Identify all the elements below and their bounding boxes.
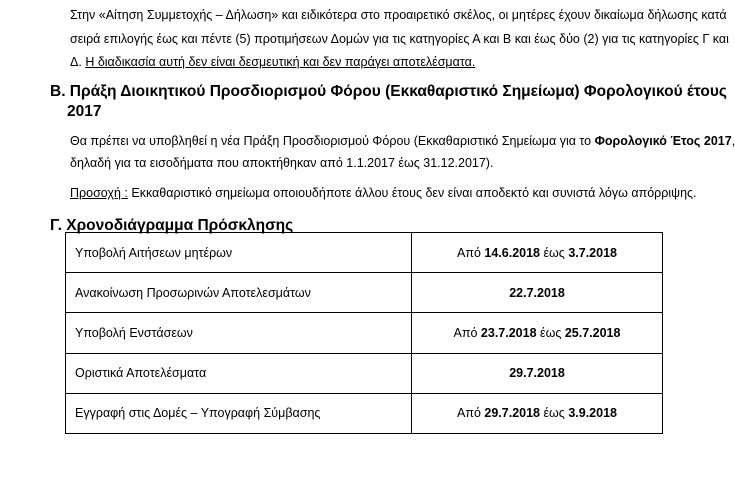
schedule-date-end: 25.7.2018 xyxy=(564,325,621,340)
schedule-date xyxy=(412,353,663,393)
intro-line-1: Στην «Αίτηση Συμμετοχής – Δήλωση» και ειδικότερα στο προαιρετικό σκέλος, οι μητέρες έχουν δικαίωμα δήλωσης κατά xyxy=(70,8,727,22)
section-c-heading: Γ. Χρονοδιάγραμμα Πρόσκλησης xyxy=(50,217,294,234)
schedule-date-end: 3.9.2018 xyxy=(568,406,617,421)
section-b-note xyxy=(70,185,697,201)
note-text: Εκκαθαριστικό σημείωμα οποιουδήποτε άλλου έτους δεν είναι αποδεκτό και συνιστά λόγω απόρριψης. xyxy=(127,186,697,200)
schedule-stage: Εγγραφή στις Δομές – Υπογραφή Σύμβασης xyxy=(66,393,412,433)
schedule-stage: Ανακοίνωση Προσωρινών Αποτελεσμάτων xyxy=(66,273,412,313)
schedule-row xyxy=(66,313,663,353)
schedule-row xyxy=(66,233,663,273)
schedule-date xyxy=(412,273,663,313)
section-b-heading-line-1: Β. Πράξη Διοικητικού Προσδιορισμού Φόρου (Εκκαθαριστικό Σημείωμα) Φορολογικού έτους xyxy=(50,83,727,100)
section-b-para-line-1-text: Θα πρέπει να υποβληθεί η νέα Πράξη Προσδιορισμού Φόρου (Εκκαθαριστικό Σημείωμα για το xyxy=(70,134,595,148)
tax-year-bold: Φορολογικό Έτος 2017 xyxy=(594,134,732,148)
schedule-date-value: 29.7.2018 xyxy=(509,366,565,381)
section-b-para-line-1 xyxy=(70,133,735,149)
schedule-date-sep: έως xyxy=(540,245,569,260)
schedule-date-prefix: Από xyxy=(453,325,481,340)
schedule-date-end: 3.7.2018 xyxy=(568,245,617,260)
section-b-heading-line-2: 2017 xyxy=(67,103,102,120)
schedule-stage: Οριστικά Αποτελέσματα xyxy=(66,353,412,393)
schedule-date-start: 23.7.2018 xyxy=(480,325,537,340)
note-label: Προσοχή : xyxy=(70,186,128,200)
schedule-stage: Υποβολή Ενστάσεων xyxy=(66,313,412,353)
schedule-row xyxy=(66,393,663,433)
schedule-date-start: 29.7.2018 xyxy=(484,406,540,421)
schedule-row xyxy=(66,273,663,313)
schedule-row xyxy=(66,353,663,393)
intro-line-3 xyxy=(70,54,475,70)
section-b-para-line-1-end: , xyxy=(731,134,735,148)
intro-line-2: σειρά επιλογής έως και πέντε (5) προτιμήσεων Δομών για τις κατηγορίες Α και Β και έως δύο (2) για τις κατηγορίες Γ και xyxy=(70,32,729,46)
schedule-stage: Υποβολή Αιτήσεων μητέρων xyxy=(66,233,412,273)
schedule-date-sep: έως xyxy=(536,325,565,340)
intro-line-3-prefix: Δ. xyxy=(70,55,82,69)
schedule-date-value: 22.7.2018 xyxy=(509,285,565,300)
intro-disclaimer: Η διαδικασία αυτή δεν είναι δεσμευτική και δεν παράγει αποτελέσματα. xyxy=(85,55,476,69)
schedule-date-prefix: Από xyxy=(457,406,485,421)
schedule-date-start: 14.6.2018 xyxy=(484,245,540,260)
schedule-date xyxy=(412,313,663,353)
schedule-date-sep: έως xyxy=(540,406,569,421)
section-b-para-line-2: δηλαδή για τα εισοδήματα που αποκτήθηκαν από 1.1.2017 έως 31.12.2017). xyxy=(70,156,494,170)
schedule-date xyxy=(412,233,663,273)
schedule-date xyxy=(412,393,663,433)
schedule-table xyxy=(65,232,663,434)
schedule-date-prefix: Από xyxy=(457,245,485,260)
